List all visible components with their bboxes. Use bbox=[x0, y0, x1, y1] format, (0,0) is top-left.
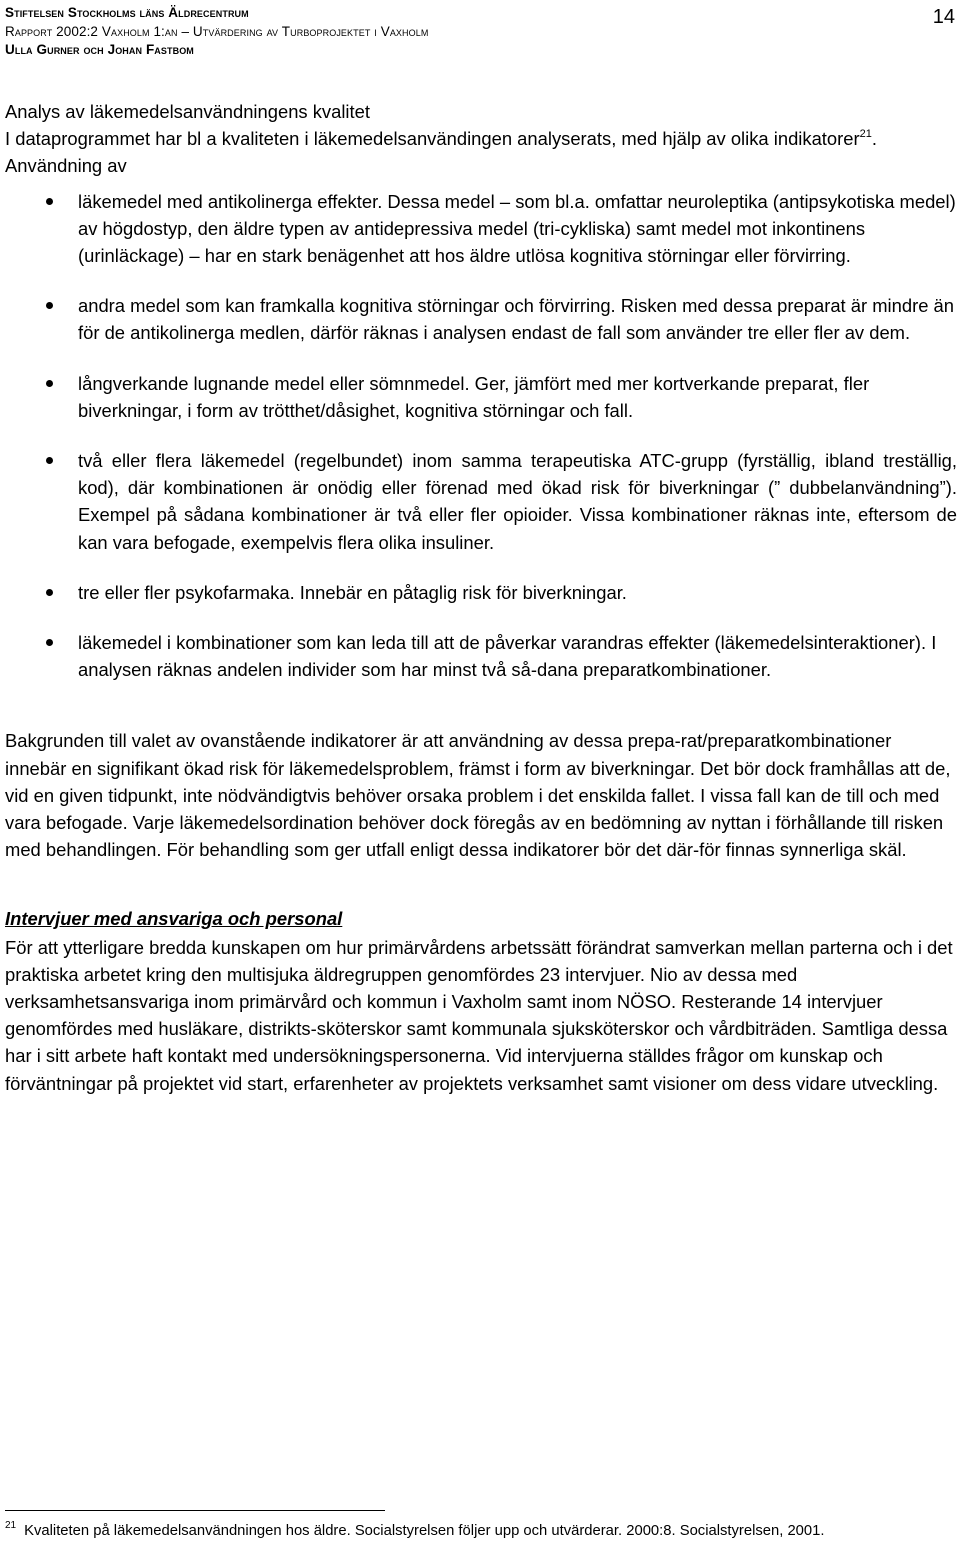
list-item bbox=[5, 370, 957, 424]
conclusion-paragraph: Bakgrunden till valet av ovanstående indikatorer är att användning av dessa prepa-rat/preparatkombinationer innebär en signifikant ökad risk för läkemedelsproblem, främst i form av biverkningar. Det bör dock framhållas att de, vid en given tidpunkt, inte nödvändigtvis behöver orsaka problem i det enskilda fallet. I vissa fall kan de till och med vara befogade. Varje läkemedelsordination behöver dock föregås av en bedömning av nyttan i förhållande till risken med behandlingen. För behandling som ger utfall enligt dessa indikatorer bör det där-för finnas synnerliga skäl. bbox=[5, 730, 951, 861]
list-item bbox=[5, 447, 957, 556]
page-body bbox=[5, 98, 957, 1097]
footnote bbox=[5, 1522, 955, 1540]
indicator-list bbox=[5, 188, 957, 684]
bullet-icon bbox=[46, 589, 53, 596]
bullet-icon bbox=[46, 457, 53, 464]
list-item bbox=[5, 629, 957, 683]
footnote-divider bbox=[5, 1510, 385, 1511]
bullet-icon bbox=[46, 380, 53, 387]
list-item-text: tre eller fler psykofarmaka. Innebär en påtaglig risk för biverkningar. bbox=[78, 581, 627, 603]
intro-text-end: . Användning av bbox=[5, 128, 877, 177]
intro-text: I dataprogrammet har bl a kvaliteten i läkemedelsanvändingen analyserats, med hjälp av olika indikatorer bbox=[5, 128, 860, 150]
page-number: 14 bbox=[932, 6, 955, 28]
bullet-icon bbox=[46, 198, 53, 205]
header-authors: Ulla Gurner och Johan Fastbom bbox=[5, 42, 194, 57]
list-item bbox=[5, 579, 957, 606]
bullet-icon bbox=[46, 302, 53, 309]
interview-paragraph: För att ytterligare bredda kunskapen om hur primärvårdens arbetssätt förändrat samverkan mellan parterna och i det praktiska arbetet kring den multisjuka äldregruppen genomfördes 23 intervjuer. Nio av dessa med verksamhetsansvariga inom primärvård och kommun i Vaxholm samt inom NÖSO. Resterande 14 intervjuer genomfördes med husläkare, distrikts-sköterskor samt kommunala sjuksköterskor och vårdbiträden. Samtliga dessa har i sitt arbete haft kontakt med undersökningspersonerna. Vid intervjuerna ställdes frågor om kunskap och förväntningar på projektet vid start, erfarenheter av projektets verksamhet samt visioner om dess vidare utveckling. bbox=[5, 936, 953, 1094]
section-title-intervjuer: Intervjuer med ansvariga och personal bbox=[5, 908, 343, 930]
section-title-analys: Analys av läkemedelsanvändningens kvalitet bbox=[5, 101, 370, 122]
intro-paragraph bbox=[5, 125, 957, 179]
footnote-text: Kvaliteten på läkemedelsanvändningen hos äldre. Socialstyrelsen följer upp och utvärderar. 2000:8. Socialstyrelsen, 2001. bbox=[24, 1523, 825, 1539]
page-header bbox=[5, 4, 955, 60]
list-item-text: långverkande lugnande medel eller sömnmedel. Ger, jämfört med mer kortverkande preparat, fler biverkningar, i form av trötthet/dåsighet, kognitiva störningar och fall. bbox=[78, 372, 870, 421]
list-item-text: läkemedel i kombinationer som kan leda till att de påverkar varandras effekter (läkemedelsinteraktioner). I analysen räknas andelen individer som har minst två så-dana preparatkombinationer. bbox=[78, 632, 937, 681]
header-organization: Stiftelsen Stockholms läns Äldrecentrum bbox=[5, 5, 249, 20]
list-item-text: andra medel som kan framkalla kognitiva störningar och förvirring. Risken med dessa preparat är mindre än för de antikolinerga medlen, därför räknas i analysen endast de fall som använder tre eller fler av dem. bbox=[78, 295, 955, 344]
list-item bbox=[5, 292, 957, 346]
list-item-text: två eller flera läkemedel (regelbundet) inom samma terapeutiska ATC-grupp (fyrställig, ibland treställig, kod), där kombinationen är onödig eller förenad med ökad risk för biverkningar (” dubbelanvändning”). Exempel på sådana kombinationer är två eller fler opioider. Vissa kombinationer räknas inte, eftersom de kan vara befogade, exempelvis flera olika insuliner. bbox=[78, 450, 957, 553]
footnote-number: 21 bbox=[5, 1520, 17, 1531]
list-item-text: läkemedel med antikolinerga effekter. Dessa medel – som bl.a. omfattar neuroleptika (antipsykotiska medel) av högdostyp, den äldre typen av antidepressiva medel (tri-cykliska) samt medel mot inkontinens (urinläckage) – har en stark benägenhet att hos äldre utlösa kognitiva störningar eller förvirring. bbox=[78, 190, 956, 267]
bullet-icon bbox=[46, 639, 53, 646]
footnote-reference: 21 bbox=[859, 128, 872, 141]
list-item bbox=[5, 188, 957, 270]
header-report: Rapport 2002:2 Vaxholm 1:an – Utvärdering av Turboprojektet i Vaxholm bbox=[5, 23, 429, 39]
